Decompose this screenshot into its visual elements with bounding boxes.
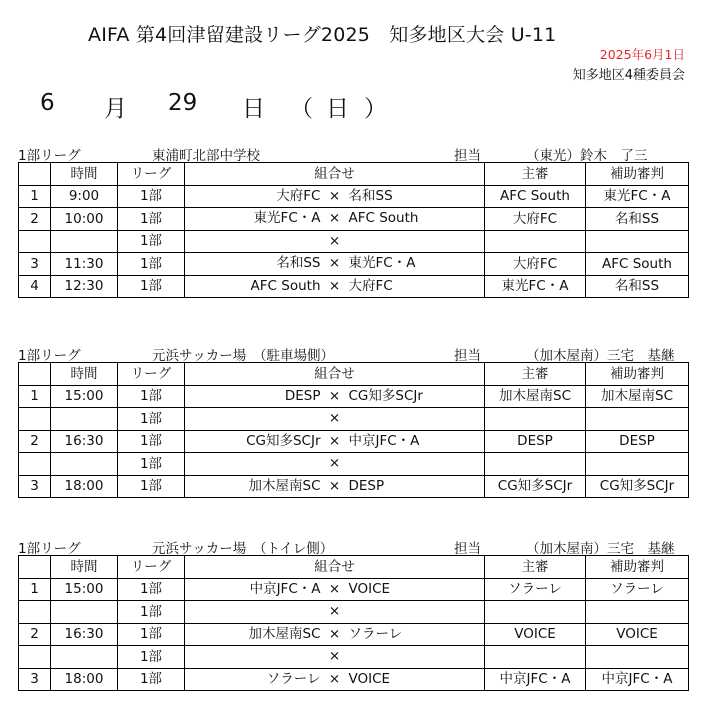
league-name: 1部リーグ: [18, 541, 81, 557]
match-number: [19, 646, 51, 669]
header-no: [19, 363, 51, 386]
weekday-open: （: [290, 96, 313, 122]
main-referee: 中京JFC・A: [485, 668, 586, 691]
league-division: 1部: [118, 385, 185, 408]
venue-name: 元浜サッカー場 （駐車場側）: [152, 348, 334, 364]
assistant-referee: CG知多SCJr: [586, 475, 689, 498]
match-number: [19, 408, 51, 431]
main-referee: 大府FC: [485, 253, 586, 276]
header-time: 時間: [51, 163, 118, 186]
kickoff-time: 18:00: [51, 475, 118, 498]
league-division: 1部: [118, 185, 185, 208]
match-number: [19, 601, 51, 624]
home-team: 名和SS: [276, 255, 321, 271]
table-row: [19, 646, 689, 669]
home-team: AFC South: [250, 277, 321, 294]
header-league: リーグ: [118, 556, 185, 579]
table-row: [19, 430, 689, 453]
assistant-referee: 名和SS: [586, 275, 689, 298]
header-league: リーグ: [118, 363, 185, 386]
section-header: [18, 535, 688, 555]
vs-mark: ×: [328, 255, 341, 271]
header-time: 時間: [51, 363, 118, 386]
match-number: 2: [19, 623, 51, 646]
section-3: [18, 535, 688, 691]
match-pairing: [185, 668, 485, 691]
venue-name: 元浜サッカー場 （トイレ側）: [152, 541, 334, 557]
league-division: 1部: [118, 453, 185, 476]
match-month: 6: [40, 90, 55, 116]
schedule-table: [18, 555, 689, 691]
main-referee: 東光FC・A: [485, 275, 586, 298]
main-referee: [485, 453, 586, 476]
vs-mark: ×: [328, 648, 341, 664]
away-team: VOICE: [348, 580, 391, 597]
home-team: 加木屋南SC: [248, 477, 321, 494]
assistant-referee: 中京JFC・A: [586, 668, 689, 691]
table-row: [19, 230, 689, 253]
home-team: 中京JFC・A: [249, 580, 321, 597]
match-number: 3: [19, 253, 51, 276]
vs-mark: ×: [328, 580, 341, 597]
table-row: [19, 601, 689, 624]
kickoff-time: 18:00: [51, 668, 118, 691]
vs-mark: ×: [328, 432, 341, 449]
assistant-referee: ソラーレ: [586, 578, 689, 601]
section-header: [18, 142, 688, 162]
league-name: 1部リーグ: [18, 148, 81, 164]
schedule-table: [18, 362, 689, 498]
table-row: [19, 385, 689, 408]
league-division: 1部: [118, 623, 185, 646]
match-pairing: [185, 208, 485, 231]
main-referee: [485, 408, 586, 431]
match-pairing: [185, 185, 485, 208]
away-team: 名和SS: [348, 187, 393, 204]
in-charge-person: （東光）鈴木 了三: [526, 148, 648, 164]
match-number: 3: [19, 668, 51, 691]
header-assistant: 補助審判: [586, 556, 689, 579]
table-row: [19, 668, 689, 691]
match-pairing: [185, 408, 485, 431]
assistant-referee: [586, 453, 689, 476]
in-charge-label: 担当: [454, 148, 481, 164]
in-charge-label: 担当: [454, 541, 481, 557]
league-division: 1部: [118, 253, 185, 276]
kickoff-time: 9:00: [51, 185, 118, 208]
main-referee: 大府FC: [485, 208, 586, 231]
league-division: 1部: [118, 646, 185, 669]
league-division: 1部: [118, 275, 185, 298]
kickoff-time: [51, 453, 118, 476]
match-pairing: [185, 623, 485, 646]
league-division: 1部: [118, 208, 185, 231]
assistant-referee: [586, 408, 689, 431]
kickoff-time: [51, 408, 118, 431]
league-division: 1部: [118, 668, 185, 691]
kickoff-time: 16:30: [51, 430, 118, 453]
header-no: [19, 163, 51, 186]
home-team: 加木屋南SC: [248, 625, 321, 642]
header-time: 時間: [51, 556, 118, 579]
match-number: 1: [19, 185, 51, 208]
table-row: [19, 578, 689, 601]
home-team: 東光FC・A: [253, 210, 321, 226]
section-header: [18, 342, 688, 362]
table-row: [19, 623, 689, 646]
schedule-table: [18, 162, 689, 298]
away-team: VOICE: [348, 670, 391, 687]
committee-name: 知多地区4種委員会: [572, 68, 685, 83]
assistant-referee: DESP: [586, 430, 689, 453]
vs-mark: ×: [328, 187, 341, 204]
home-team: DESP: [284, 387, 321, 404]
kickoff-time: 15:00: [51, 385, 118, 408]
kickoff-time: [51, 646, 118, 669]
issue-date: 2025年6月1日: [599, 47, 685, 62]
in-charge-label: 担当: [454, 348, 481, 364]
table-row: [19, 453, 689, 476]
main-referee: 加木屋南SC: [485, 385, 586, 408]
assistant-referee: 東光FC・A: [586, 185, 689, 208]
header-league: リーグ: [118, 163, 185, 186]
table-row: [19, 408, 689, 431]
vs-mark: ×: [328, 455, 341, 471]
match-pairing: [185, 601, 485, 624]
table-row: [19, 253, 689, 276]
kickoff-time: 15:00: [51, 578, 118, 601]
in-charge-person: （加木屋南）三宅 基継: [526, 541, 675, 557]
match-day: 29: [168, 90, 198, 116]
vs-mark: ×: [328, 603, 341, 619]
assistant-referee: VOICE: [586, 623, 689, 646]
vs-mark: ×: [328, 232, 341, 249]
main-referee: CG知多SCJr: [485, 475, 586, 498]
vs-mark: ×: [328, 277, 341, 294]
table-row: [19, 208, 689, 231]
venue-name: 東浦町北部中学校: [152, 148, 260, 164]
match-pairing: [185, 453, 485, 476]
away-team: 大府FC: [348, 277, 393, 294]
document-title: AIFA 第4回津留建設リーグ2025 知多地区大会 U-11: [88, 24, 557, 46]
league-name: 1部リーグ: [18, 348, 81, 364]
header-referee: 主審: [485, 363, 586, 386]
match-number: 2: [19, 208, 51, 231]
table-row: [19, 185, 689, 208]
league-division: 1部: [118, 601, 185, 624]
header-match: 組合せ: [185, 163, 485, 186]
vs-mark: ×: [328, 477, 341, 494]
month-unit: 月: [104, 96, 127, 122]
away-team: 東光FC・A: [348, 255, 416, 271]
table-row: [19, 275, 689, 298]
away-team: 中京JFC・A: [348, 432, 420, 449]
main-referee: AFC South: [485, 185, 586, 208]
match-number: 1: [19, 385, 51, 408]
table-header-row: [19, 163, 689, 186]
match-pairing: [185, 578, 485, 601]
away-team: DESP: [348, 477, 385, 494]
league-division: 1部: [118, 408, 185, 431]
away-team: CG知多SCJr: [348, 387, 423, 404]
assistant-referee: [586, 601, 689, 624]
match-pairing: [185, 430, 485, 453]
table-header-row: [19, 556, 689, 579]
match-number: 2: [19, 430, 51, 453]
league-division: 1部: [118, 475, 185, 498]
home-team: 大府FC: [276, 187, 321, 204]
section-1: [18, 142, 688, 298]
header-match: 組合せ: [185, 363, 485, 386]
league-division: 1部: [118, 230, 185, 253]
away-team: AFC South: [348, 210, 419, 226]
home-team: CG知多SCJr: [246, 432, 321, 449]
kickoff-time: [51, 601, 118, 624]
vs-mark: ×: [328, 410, 341, 426]
kickoff-time: 12:30: [51, 275, 118, 298]
main-referee: DESP: [485, 430, 586, 453]
home-team: ソラーレ: [266, 670, 321, 687]
in-charge-person: （加木屋南）三宅 基継: [526, 348, 675, 364]
main-referee: VOICE: [485, 623, 586, 646]
main-referee: [485, 601, 586, 624]
assistant-referee: [586, 646, 689, 669]
match-number: [19, 453, 51, 476]
league-division: 1部: [118, 578, 185, 601]
match-pairing: [185, 275, 485, 298]
match-number: 4: [19, 275, 51, 298]
match-pairing: [185, 253, 485, 276]
match-pairing: [185, 475, 485, 498]
header-match: 組合せ: [185, 556, 485, 579]
assistant-referee: 名和SS: [586, 208, 689, 231]
main-referee: ソラーレ: [485, 578, 586, 601]
assistant-referee: AFC South: [586, 253, 689, 276]
match-pairing: [185, 230, 485, 253]
vs-mark: ×: [328, 387, 341, 404]
header-assistant: 補助審判: [586, 163, 689, 186]
main-referee: [485, 230, 586, 253]
vs-mark: ×: [328, 625, 341, 642]
section-2: [18, 342, 688, 498]
kickoff-time: 11:30: [51, 253, 118, 276]
header-referee: 主審: [485, 163, 586, 186]
assistant-referee: [586, 230, 689, 253]
vs-mark: ×: [328, 670, 341, 687]
match-number: 3: [19, 475, 51, 498]
header-assistant: 補助審判: [586, 363, 689, 386]
weekday-close: ）: [364, 96, 387, 122]
match-pairing: [185, 385, 485, 408]
header-referee: 主審: [485, 556, 586, 579]
main-referee: [485, 646, 586, 669]
match-weekday: 日: [326, 96, 349, 122]
day-unit: 日: [242, 96, 265, 122]
league-division: 1部: [118, 430, 185, 453]
match-number: [19, 230, 51, 253]
kickoff-time: 16:30: [51, 623, 118, 646]
kickoff-time: 10:00: [51, 208, 118, 231]
match-number: 1: [19, 578, 51, 601]
assistant-referee: 加木屋南SC: [586, 385, 689, 408]
header-no: [19, 556, 51, 579]
kickoff-time: [51, 230, 118, 253]
match-pairing: [185, 646, 485, 669]
table-header-row: [19, 363, 689, 386]
away-team: ソラーレ: [348, 625, 403, 642]
vs-mark: ×: [328, 210, 341, 226]
table-row: [19, 475, 689, 498]
